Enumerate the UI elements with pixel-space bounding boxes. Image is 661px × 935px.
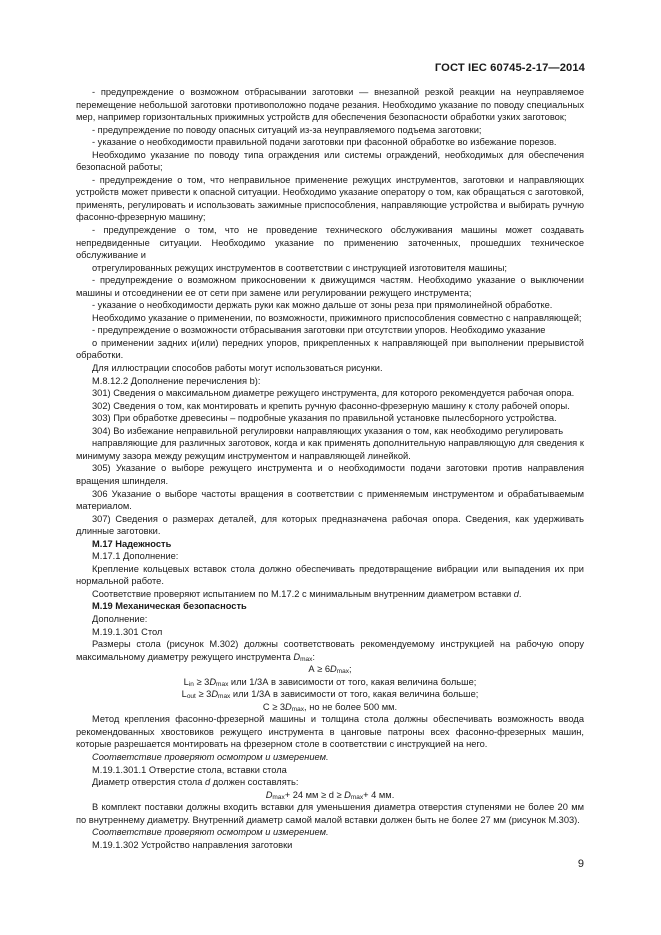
paragraph: Необходимо указание о применении, по возможности, прижимного приспособления совместно с направляющей; bbox=[92, 312, 582, 323]
list-item: 302) Сведения о том, как монтировать и крепить ручную фасонно-фрезерную машину к столу рабочей опоры. bbox=[92, 400, 570, 411]
list-item: 307) Сведения о размерах деталей, для которых предназначена рабочая опора. Сведения, как удерживать длинные заготовки. bbox=[76, 513, 584, 537]
text-run: L bbox=[183, 676, 189, 687]
compliance-note: Соответствие проверяют осмотром и измерением. bbox=[92, 751, 329, 762]
formula-line bbox=[76, 676, 584, 689]
paragraph bbox=[76, 588, 584, 601]
formula-line bbox=[76, 688, 584, 701]
formula-line bbox=[76, 663, 584, 676]
paragraph: - предупреждение о возможности отбрасывания заготовки при отсутствии упоров. Необходимо указание bbox=[92, 325, 546, 336]
subscript: max bbox=[216, 680, 229, 688]
paragraph: направляющие для различных заготовок, когда и как применять дополнительную направляющую для сведения к минимуму зазора между режущим инструментом и направляющей линейкой. bbox=[76, 438, 584, 461]
text-run: + 24 мм ≥ d ≥ bbox=[284, 789, 345, 800]
text-run: или 1/3А в зависимости от того, какая величина больше; bbox=[228, 676, 477, 687]
subscript: max bbox=[218, 693, 231, 701]
clause-heading: М.19.1.301 Стол bbox=[92, 626, 163, 637]
paragraph: - предупреждение по поводу опасных ситуаций из-за неуправляемого подъема заготовки; bbox=[92, 124, 482, 135]
clause-heading: М.19.1.301.1 Отверстие стола, вставки стола bbox=[92, 764, 287, 775]
paragraph: Для иллюстрации способов работы могут использоваться рисунки. bbox=[92, 363, 383, 374]
variable: D bbox=[330, 664, 337, 675]
text-run: или 1/3А в зависимости от того, какая величина больше; bbox=[230, 689, 479, 700]
formula-line bbox=[76, 701, 584, 714]
text-run: : bbox=[312, 651, 315, 662]
paragraph: отрегулированных режущих инструментов в соответствии с инструкцией изготовителя машины; bbox=[92, 262, 507, 273]
paragraph bbox=[76, 638, 584, 663]
text-run: . bbox=[518, 588, 522, 599]
text-run: должен составлять: bbox=[210, 777, 299, 788]
variable: D bbox=[265, 789, 273, 800]
text-run: ≥ 3 bbox=[195, 689, 212, 700]
paragraph: - указание о необходимости держать руки как можно дальше от зоны реза при прямолинейной обработке. bbox=[92, 300, 553, 311]
text-run: + 4 мм. bbox=[363, 789, 395, 800]
subscript: max bbox=[291, 705, 305, 713]
list-item: 306 Указание о выборе частоты вращения в соответствии с применяемым инструментом и обрабатываемым материалом. bbox=[76, 488, 584, 512]
variable: d bbox=[513, 588, 519, 599]
paragraph: - предупреждение о возможном прикосновении к движущимся частям. Необходимо указание о выключении машины и отсоединении ее от сети при замене или регулировании режущего инструмента; bbox=[76, 275, 584, 298]
clause-heading: М.19.1.302 Устройство направления заготовки bbox=[92, 839, 293, 850]
page-body bbox=[76, 86, 584, 851]
text-run: А ≥ 6 bbox=[308, 664, 331, 675]
paragraph: Метод крепления фасонно-фрезерной машины и толщина стола должны обеспечивать возможность ввода рекомендованных хвостовиков режущего инструмента в цанговые патроны всех фасонно-фрезерных машин, которые разрешается монтировать на фрезерном столе в соответствии с инструкцией на него. bbox=[76, 714, 584, 750]
paragraph: Крепление кольцевых вставок стола должно обеспечивать предотвращение вибрации или выпадения их при нормальной работе. bbox=[76, 563, 584, 587]
list-item: 301) Сведения о максимальном диаметре режущего инструмента, для которого рекомендуется рабочая опора. bbox=[92, 388, 575, 399]
variable: D bbox=[344, 789, 351, 800]
paragraph: - указание о необходимости правильной подачи заготовки при фасонной обработке во избежание порезов. bbox=[92, 137, 557, 148]
text-run: Размеры стола (рисунок М.302) должны соответствовать рекомендуемому инструкцией на рабочую опору максимальному диаметру режущего инструмента bbox=[76, 639, 584, 662]
subscript: in bbox=[188, 680, 194, 688]
document-header: ГОСТ IEC 60745-2-17—2014 bbox=[434, 62, 585, 74]
text-run: L bbox=[181, 689, 187, 700]
subscript: out bbox=[186, 693, 196, 701]
variable: d bbox=[205, 777, 211, 788]
text-run: , но не более 500 мм. bbox=[304, 701, 398, 712]
list-item: 305) Указание о выборе режущего инструмента и о необходимости подачи заготовки против направления вращения шпинделя. bbox=[76, 463, 584, 486]
formula-line bbox=[76, 789, 584, 802]
text-run: ≥ 3 bbox=[193, 676, 210, 687]
paragraph: - предупреждение о том, что неправильное применение режущих инструментов, заготовки и направляющих устройств может привести к опасной ситуации. Необходимо указание оператору о том, как обращаться с заготовкой, применять, регулировать и использовать зажимные приспособления, направляющие устройства и выбирать ручную фасонно-фрезерную машину; bbox=[76, 174, 584, 223]
subscript: max bbox=[300, 655, 313, 663]
text-run: ; bbox=[349, 664, 352, 675]
text-run: Соответствие проверяют испытанием по М.17.2 с минимальным внутренним диаметром вставки bbox=[92, 588, 514, 599]
paragraph: - предупреждение о возможном отбрасывании заготовки — внезапной резкой реакции на неуправляемое перемещение небольшой заготовки противоположно подаче резания. Необходимо указание по поводу специальных мер, например горизонтальных прижимных устройств для обеспечения безопасности обработки узких заготовок; bbox=[76, 87, 584, 123]
variable: D bbox=[293, 651, 301, 662]
subscript: max bbox=[336, 668, 350, 676]
paragraph: В комплект поставки должны входить вставки для уменьшения диаметра отверстия ступенями не более 20 мм по внутреннему диаметру. Внутренний диаметр самой малой вставки должен быть не более 27 мм (рисунок М.303). bbox=[76, 802, 584, 825]
list-item: 303) При обработке древесины – подробные указания по правильной установке пылесборного устройства. bbox=[92, 413, 557, 424]
paragraph: - предупреждение о том, что не проведение технического обслуживания машины может создавать непредвиденные ситуации. Необходимо указание по применению заточенных, прошедших техническое обслуживание и bbox=[76, 225, 584, 261]
paragraph bbox=[76, 776, 584, 789]
paragraph: Необходимо указание по поводу типа ограждения или системы ограждений, необходимых для обеспечения безопасной работы; bbox=[76, 149, 584, 173]
text-run: C ≥ 3 bbox=[262, 701, 286, 712]
paragraph: Дополнение: bbox=[92, 613, 148, 624]
clause-heading: М.8.12.2 Дополнение перечисления b): bbox=[92, 375, 261, 386]
text-run: Диаметр отверстия стола bbox=[92, 777, 205, 788]
variable: D bbox=[285, 701, 292, 712]
paragraph: о применении задних и(или) передних упоров, прикрепленных к направляющей при выполнении прерывистой обработки. bbox=[76, 337, 584, 361]
variable: D bbox=[211, 689, 219, 700]
section-heading: М.19 Механическая безопасность bbox=[92, 601, 247, 612]
list-item: 304) Во избежание неправильной регулировки направляющих указания о том, как необходимо регулировать bbox=[92, 425, 564, 436]
subscript: max bbox=[350, 793, 364, 801]
section-heading: М.17 Надежность bbox=[92, 538, 172, 549]
page-number: 9 bbox=[577, 858, 584, 870]
compliance-note: Соответствие проверяют осмотром и измерением. bbox=[92, 827, 329, 838]
clause-heading: М.17.1 Дополнение: bbox=[92, 551, 179, 562]
variable: D bbox=[209, 676, 217, 687]
subscript: max bbox=[272, 793, 285, 801]
